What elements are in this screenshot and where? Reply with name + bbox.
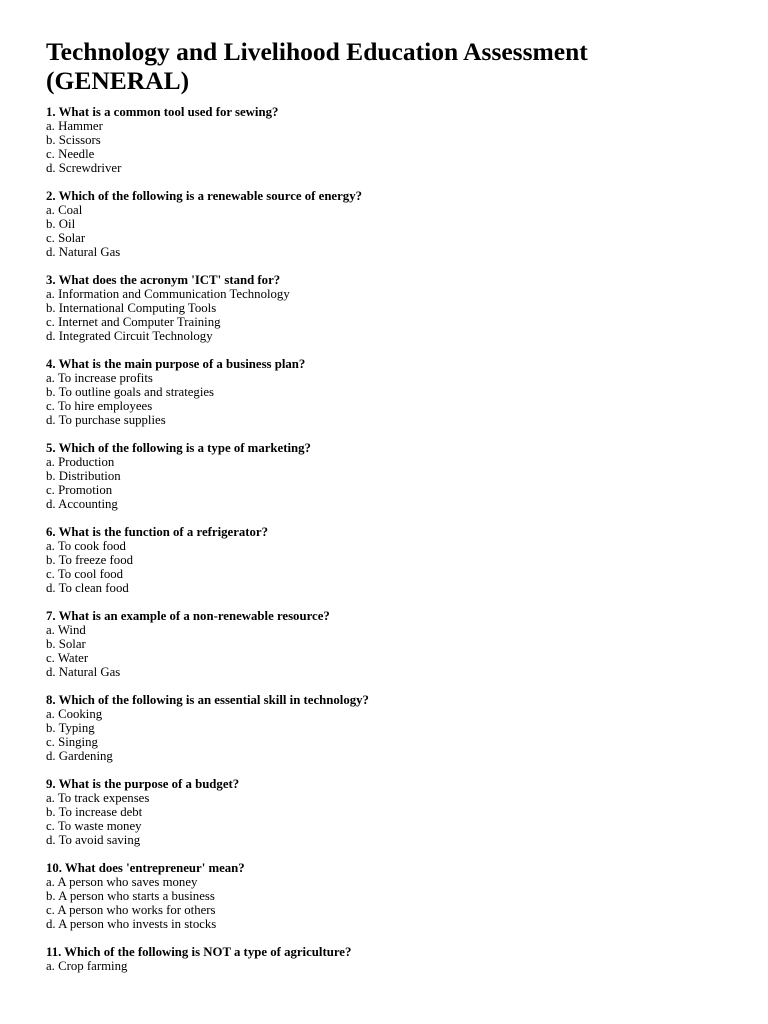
question-text: 5. Which of the following is a type of marketing? [46, 441, 311, 455]
answer-option: c. To waste money [46, 819, 142, 833]
answer-option: a. A person who saves money [46, 875, 198, 889]
title-line-2: (GENERAL) [46, 66, 190, 95]
answer-option: a. Crop farming [46, 959, 128, 973]
answer-option: a. To cook food [46, 539, 126, 553]
question-2 [46, 189, 736, 259]
question-text: 7. What is an example of a non-renewable resource? [46, 609, 330, 623]
answer-option: b. Typing [46, 721, 95, 735]
question-text: 11. Which of the following is NOT a type of agriculture? [46, 945, 352, 959]
answer-option: a. Hammer [46, 119, 103, 133]
answer-option: a. To increase profits [46, 371, 153, 385]
title-line-1: Technology and Livelihood Education Assessment [46, 37, 588, 66]
answer-option: a. Coal [46, 203, 83, 217]
question-5 [46, 441, 736, 511]
answer-option: d. Integrated Circuit Technology [46, 329, 213, 343]
question-7 [46, 609, 736, 679]
answer-option: b. A person who starts a business [46, 889, 215, 903]
question-text: 1. What is a common tool used for sewing? [46, 105, 279, 119]
document-title [46, 37, 736, 95]
answer-option: a. Cooking [46, 707, 103, 721]
question-text: 3. What does the acronym 'ICT' stand for? [46, 273, 281, 287]
answer-option: b. Scissors [46, 133, 101, 147]
answer-option: b. Solar [46, 637, 86, 651]
question-10 [46, 861, 736, 931]
question-text: 8. Which of the following is an essential skill in technology? [46, 693, 369, 707]
question-text: 9. What is the purpose of a budget? [46, 777, 240, 791]
document-page [46, 37, 736, 987]
answer-option: d. Accounting [46, 497, 118, 511]
answer-option: c. Solar [46, 231, 86, 245]
answer-option: b. To increase debt [46, 805, 143, 819]
answer-option: b. To outline goals and strategies [46, 385, 215, 399]
question-text: 2. Which of the following is a renewable source of energy? [46, 189, 362, 203]
answer-option: c. Water [46, 651, 89, 665]
question-1 [46, 105, 736, 175]
question-3 [46, 273, 736, 343]
answer-option: d. To purchase supplies [46, 413, 166, 427]
answer-option: c. Internet and Computer Training [46, 315, 221, 329]
answer-option: d. Gardening [46, 749, 113, 763]
answer-option: b. Distribution [46, 469, 121, 483]
question-list [46, 105, 736, 973]
answer-option: d. Natural Gas [46, 665, 121, 679]
answer-option: a. Information and Communication Technology [46, 287, 290, 301]
answer-option: b. Oil [46, 217, 76, 231]
question-text: 10. What does 'entrepreneur' mean? [46, 861, 245, 875]
answer-option: c. To hire employees [46, 399, 153, 413]
answer-option: d. A person who invests in stocks [46, 917, 217, 931]
question-9 [46, 777, 736, 847]
answer-option: a. To track expenses [46, 791, 150, 805]
answer-option: c. Promotion [46, 483, 113, 497]
answer-option: a. Production [46, 455, 115, 469]
answer-option: c. Needle [46, 147, 95, 161]
answer-option: b. To freeze food [46, 553, 133, 567]
question-text: 4. What is the main purpose of a business plan? [46, 357, 306, 371]
answer-option: d. Natural Gas [46, 245, 121, 259]
question-6 [46, 525, 736, 595]
question-11 [46, 945, 736, 973]
answer-option: d. To avoid saving [46, 833, 141, 847]
question-8 [46, 693, 736, 763]
answer-option: c. To cool food [46, 567, 124, 581]
answer-option: c. Singing [46, 735, 98, 749]
question-text: 6. What is the function of a refrigerator? [46, 525, 269, 539]
answer-option: b. International Computing Tools [46, 301, 217, 315]
answer-option: c. A person who works for others [46, 903, 216, 917]
answer-option: a. Wind [46, 623, 86, 637]
question-4 [46, 357, 736, 427]
answer-option: d. To clean food [46, 581, 129, 595]
answer-option: d. Screwdriver [46, 161, 122, 175]
